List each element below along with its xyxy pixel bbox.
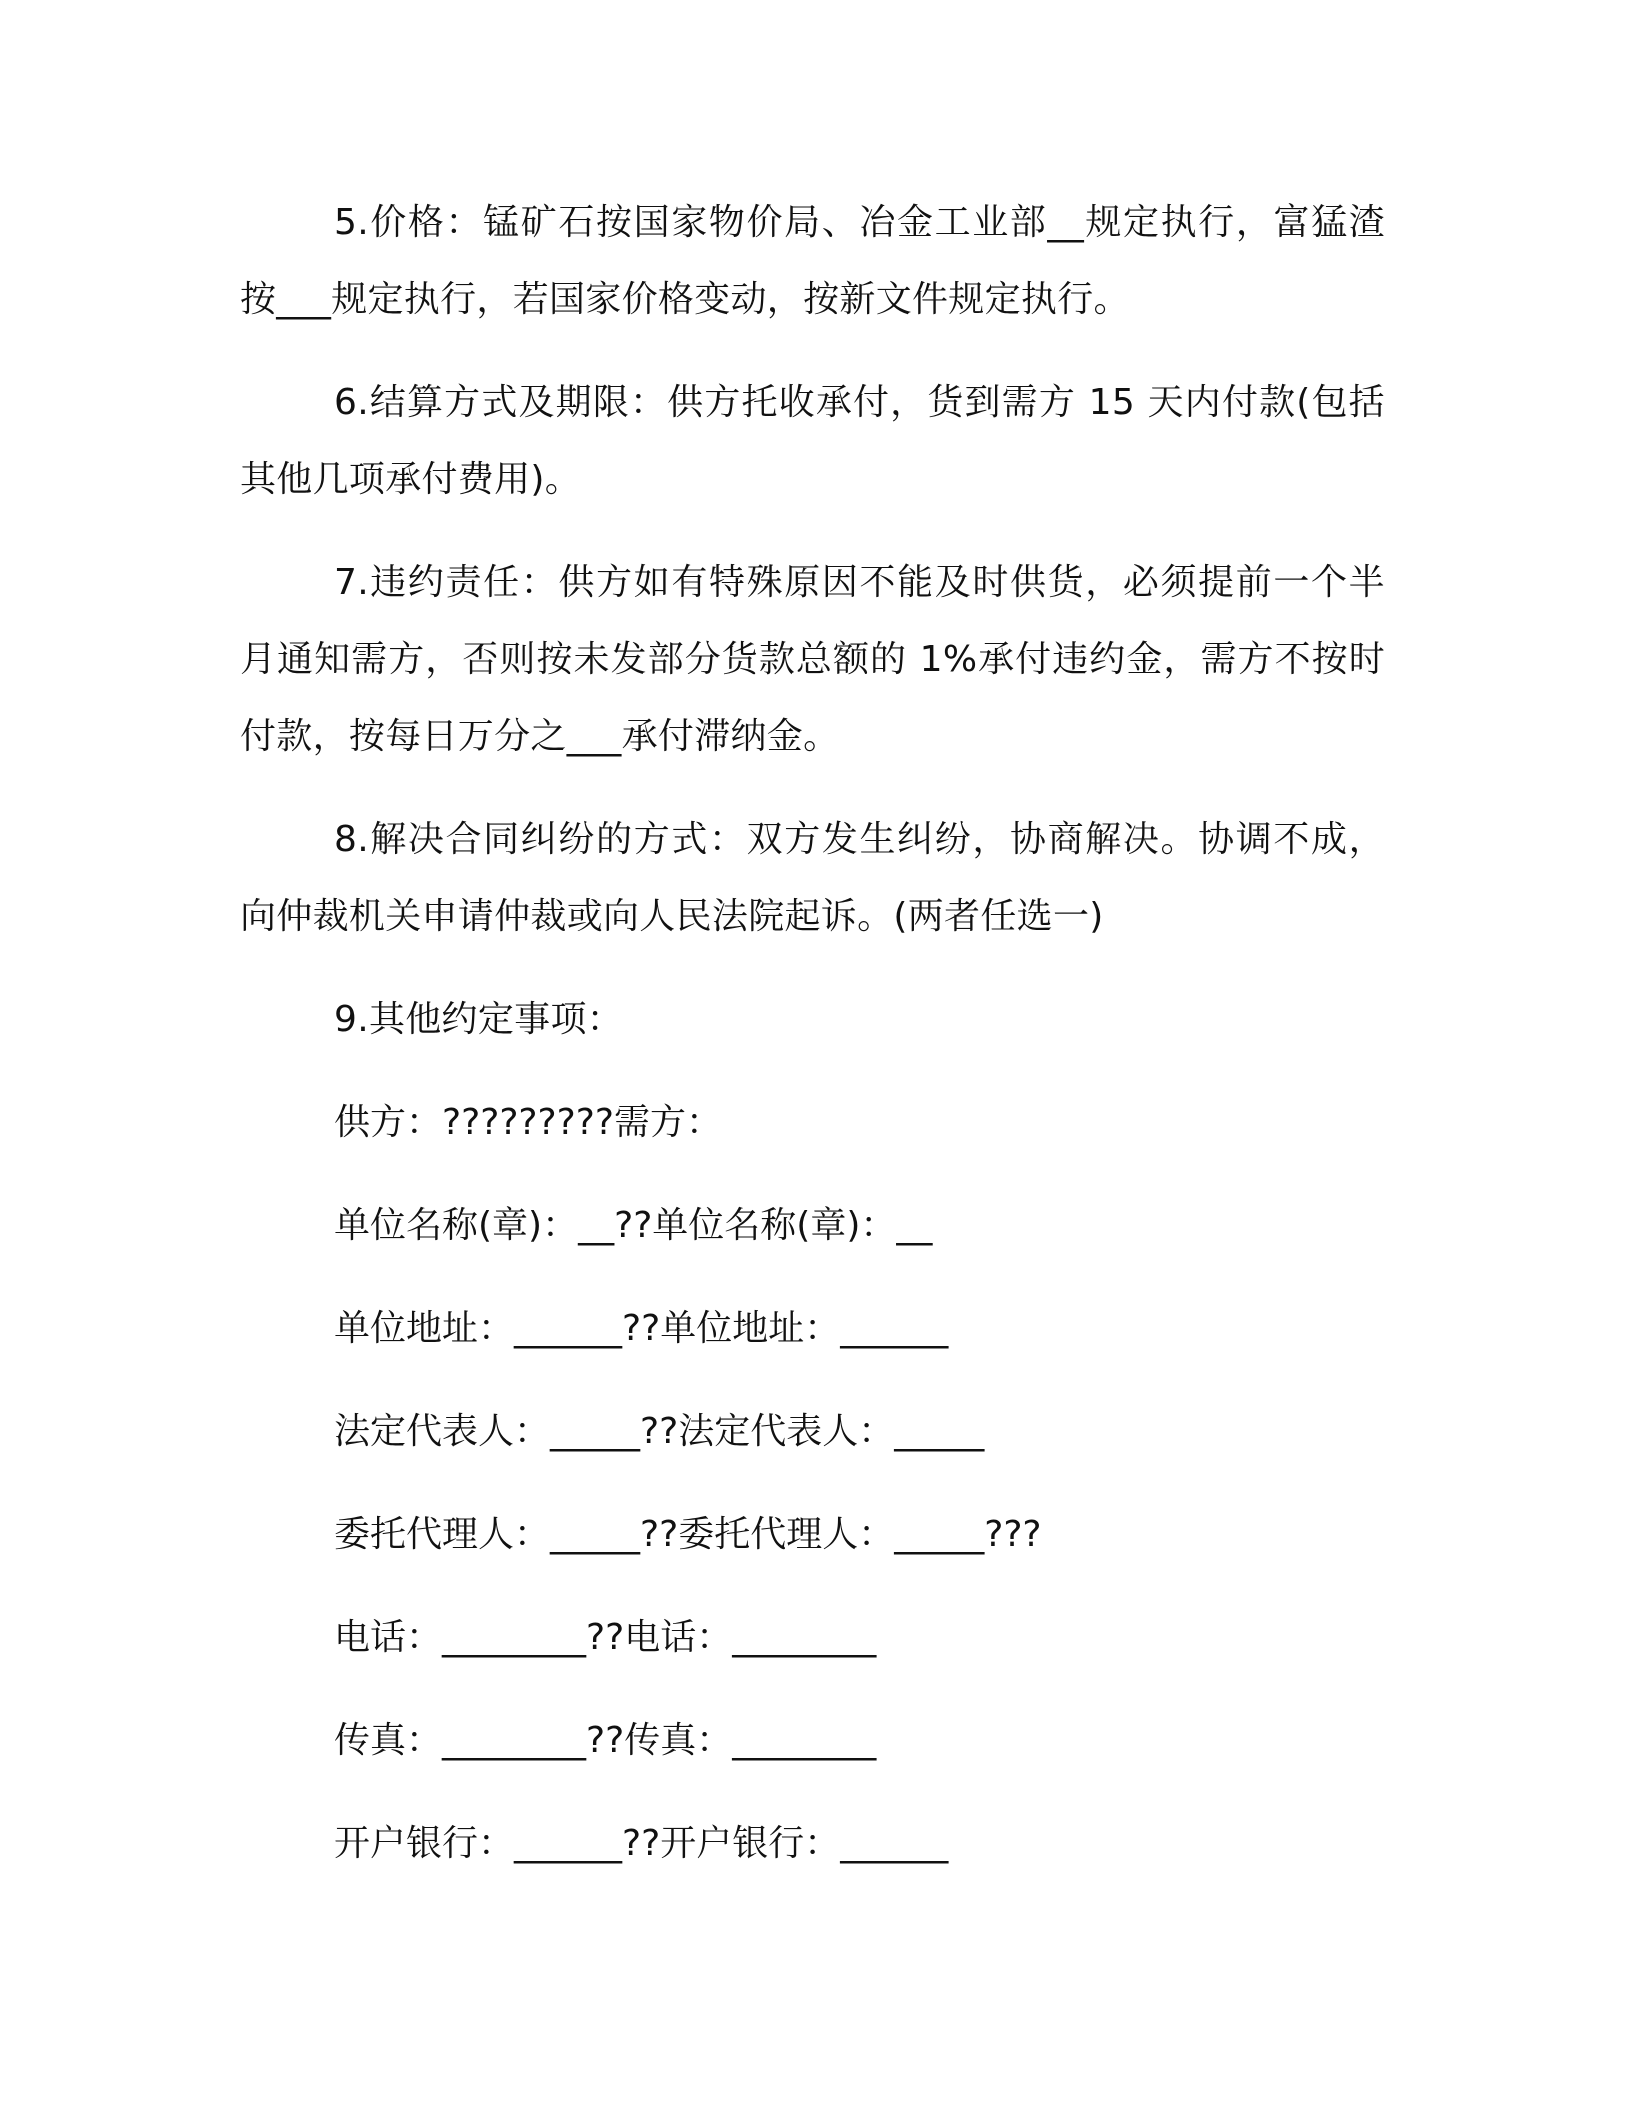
clause-liability: 7.违约责任：供方如有特殊原因不能及时供货，必须提前一个半月通知需方，否则按未发部分货款总额的 1%承付违约金，需方不按时付款，按每日万分之___承付滞纳金。: [240, 562, 1385, 757]
clause-dispute: 8.解决合同纠纷的方式：双方发生纠纷，协商解决。协调不成，向仲裁机关申请仲裁或向人民法院起诉。(两者任选一): [240, 819, 1385, 937]
clause-settlement: 6.结算方式及期限：供方托收承付，货到需方 15 天内付款(包括其他几项承付费用)。: [240, 382, 1385, 500]
field-unit-address: 单位地址：______??单位地址：______: [334, 1308, 949, 1349]
field-unit-name: 单位名称(章)：__??单位名称(章)：__: [334, 1205, 933, 1246]
field-legal-representative: 法定代表人：_____??法定代表人：_____: [334, 1411, 985, 1452]
field-fax: 传真：________??传真：________: [334, 1720, 877, 1761]
field-authorized-agent: 委托代理人：_____??委托代理人：_____???: [334, 1514, 1042, 1555]
field-phone: 电话：________??电话：________: [334, 1617, 877, 1658]
field-parties: 供方：?????????需方：: [334, 1102, 722, 1143]
field-bank: 开户银行：______??开户银行：______: [334, 1823, 949, 1864]
clause-price: 5.价格：锰矿石按国家物价局、冶金工业部__规定执行，富猛渣按___规定执行，若国家价格变动，按新文件规定执行。: [240, 202, 1385, 320]
clause-other-matters: 9.其他约定事项：: [334, 999, 624, 1040]
